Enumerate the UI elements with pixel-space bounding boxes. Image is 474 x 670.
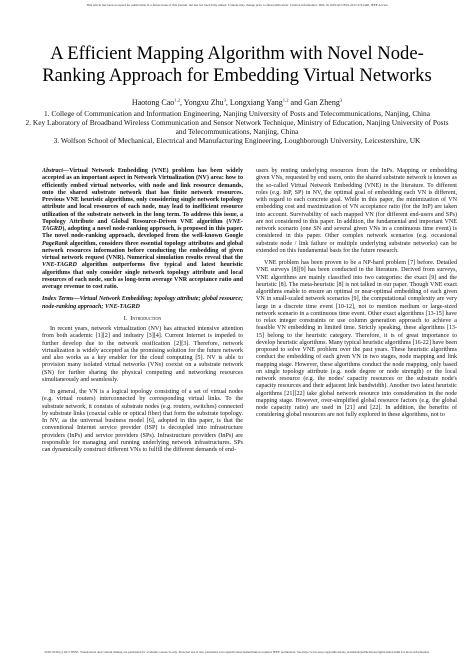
affiliation-1: 1. College of Communication and Information Engineering, Nanjing University of Posts and Telecommunications, Nanjing, China [43,109,431,118]
left-column [42,168,243,454]
affiliation-2: 2. Key Laboratory of Broadband Wireless Communication and Sensor Network Technique, Ministry of Education, Nanjing University of Posts and Telecommunications, Nanjing, China [25,118,449,137]
right-column [256,168,457,420]
intro-paragraph-1: In recent years, network virtualization (NV) has attracted intensive attention from both academic [1][2] and industry [3][4]. Current Internet is impeded to further develop due to the network ossification [2][3]. Therefore, network virtualization is widely accepted as the promising solution for the future network and also works as a key enabler for the cloud computing [5]. NV is able to provision many isolated virtual networks (VNs) coexist on a substrate network (SN) for further sharing the physical computing and networking resources simultaneously and seamlessly. [42,326,243,383]
intro-paragraph-2: In general, the VN is a logical topology consisting of a set of virtual nodes (e.g. virtual routers) interconnected by corresponding virtual links. To the substrate network, it consists of substrate nodes (e.g. routers, switches) connected by substrate links (coaxial cable or optical fiber) that form the substrate topology. In NV, as the universal business model [6], adopted in this paper, is that the conventional Internet service provider (ISP) is decoupled into infrastructure providers (InPs) and service providers (SPs). Infrastructure providers (InPs) are responsible for managing and running underlying network infrastructures. SPs can dynamically construct different VNs to fulfill the different demands of end- [42,389,243,453]
author-names: Haotong Cao$^{1,2}$, Yongxu Zhu$^3$, Longxiang Yang$^{1,2}$ and Gan Zheng$^3$ [131,97,343,107]
right-paragraph-2: VNE problem has been proven to be a NP-hard problem [7] before. Detailed VNE surveys [8][9] has been conducted in the literature. Derived from surveys, VNE algorithms are mainly classified into two categories: the exact [9] and the heuristic [8]. The meta-heuristic [8] is not talked in our paper. Though VNE exact algorithms enable to ensure an optimal or near-optimal embedding of each given VN in small-scaled network scenarios [9], the computational complexity are very large in a discrete time event [10-12], not to mention medium or large-sized network scenario in a continuous time event. Other exact algorithms [13-15] have to relax integer constraints or use column generation approach to achieve a feasible VN embedding in limited time. Strictly speaking, these algorithms [13-15] belong to the heuristic category. Therefore, it is of great importance to develop heuristic algorithms. Many typical heuristic algorithms [16-22] have been proposed to solve VNE problem over the past years. These heuristic algorithms conduct the embedding of each given VN in two stages, node mapping and link mapping stage. However, these algorithms conduct the node mapping, only based on single topology attribute (e.g. node degree or node strength) or the local network resource (e.g. the nodes' capacity resources or the substrate node's capacity resources and their adjacent link bandwidth). Another two latest heuristic algorithms [21][22] take global network resource into consideration in the node mapping stage. However, over-simplified global resource factors (e.g. the global node capacity ratio) are used in [21] and [22]. In addition, the benefits of considering global resources are not fully explored in these algorithms, not to [256,260,457,419]
abstract: Abstract—Virtual Network Embedding (VNE) problem has been widely accepted as an important aspect in Network Virtualization (NV) area: how to efficiently embed virtual networks, with node and link resource demands, onto the shared substrate network that has finite network resources. Previous VNE heuristic algorithms, only considering single network topology attribute and local resources of each node, may lead to inefficient resource utilization of the substrate network in the long term. To address this issue, a Topology Attribute and Global Resource-Driven VNE algorithm (VNE-TAGRD), adopting a novel node-ranking approach, is proposed in this paper. The novel node-ranking approach, developed from the well-known Google PageRank algorithm, considers three essential topology attributes and global network resources information before conducting the embedding of given virtual network request (VNR). Numerical simulation results reveal that the VNE-TAGRD algorithm outperforms five typical and latest heuristic algorithms that only consider single network topology attribute and local resources of each node, such as long-term average VNR acceptance ratio and average revenue to cost ratio. [42,168,243,290]
paper-title: A Efficient Mapping Algorithm with Novel Node-Ranking Approach for Embedding Virtual Networks [42,43,432,86]
section-heading-introduction: I. Introduction [123,315,162,322]
right-paragraph-1: users by renting underlying resources from the InPs. Mapping or embedding given VNs, requested by end users, onto the shared substrate network is known as the so-called Virtual Network Embedding (VNE) in the literature. To different roles (e.g. InP, SP) in NV, the optimal goal of embedding each VN is different, with regard to each concrete goal. While in this paper, the minimization of VN embedding cost and maximization of VN acceptance ratio (for the InP) are taken into account. Survivability of each mapped VN (for different end-users and SPs) are not considered in this paper. In addition, the fundamental and important VNE network scenario (one SN and several given VNs in a continuous time event) is considered in this paper. Other complex network scenarios (e.g. occasional substrate node / link failure or multiple underlying substrate networks) can be extended on this fundamental basis for the future research. [256,168,457,254]
copyright-footer: 2169-3536 (c) 2017 IEEE. Translations and content mining are permitted for academic research only. Personal use is also permitted, but republication/redistribution requires IEEE permission. See http://www.ieee.org/publications_standards/publications/rights/index.html for more information. [44,650,430,654]
author-block [20,97,454,145]
affiliation-3: 3. Wolfson School of Mechanical, Electrical and Manufacturing Engineering, Loughborough University, Leicestershire, UK [53,136,421,146]
index-terms: Index Terms—Virtual Network Embedding; topology attribute; global resource; node-ranking approach; VNE-TAGRD [42,296,243,310]
journal-banner: This article has been accepted for publication in a future issue of this journal, but has not been fully edited. Content may change prior to final publication. Citation information: DOI 10.1109/ACCESS.2017.2741446, IEEE Access [86,3,388,7]
